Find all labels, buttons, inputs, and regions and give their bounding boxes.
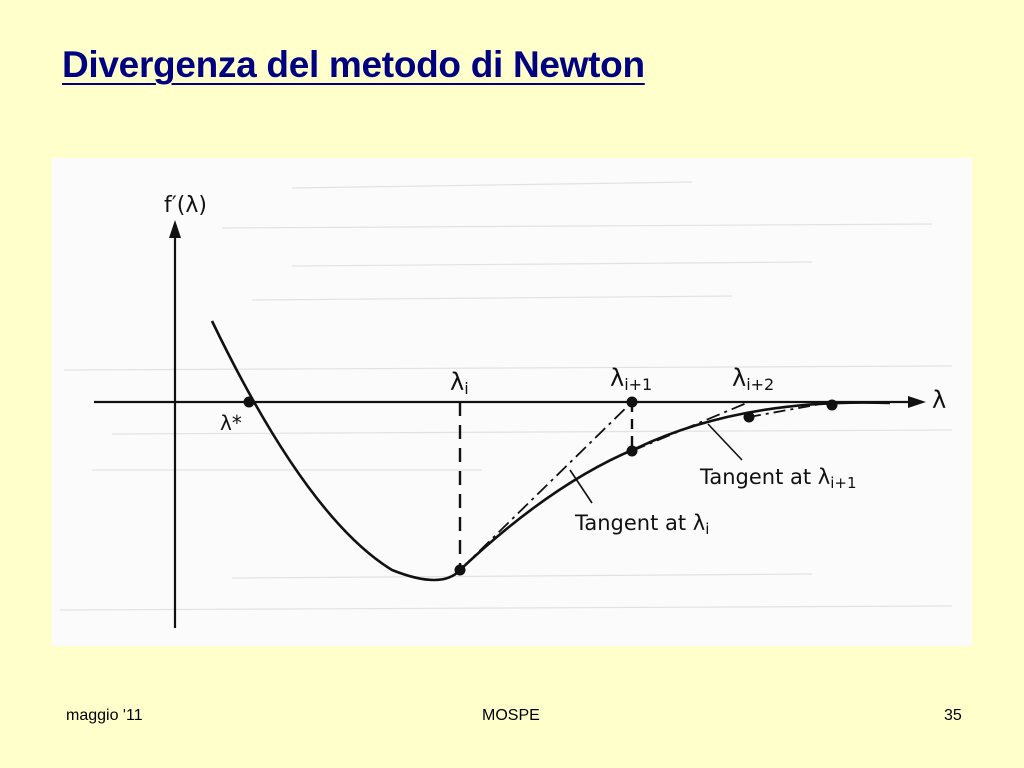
- function-curve: [212, 321, 890, 580]
- y-axis-arrowhead: [169, 220, 181, 238]
- figure-svg: [52, 158, 972, 646]
- tangent-line-lambda-i1: [632, 402, 749, 451]
- label-lambda-i1-base: λ: [610, 364, 625, 392]
- tangent-label-lambda-i1-text: Tangent at λ: [700, 465, 831, 489]
- footer-course: MOSPE: [482, 707, 540, 724]
- label-lambda-i-sub: i: [464, 379, 469, 398]
- footer-page-number: 35: [944, 707, 962, 724]
- label-lambda-i2: [732, 364, 774, 394]
- label-lambda-i: [450, 368, 469, 398]
- newton-divergence-figure: [52, 158, 972, 646]
- point-lambda-i3-on-axis: [827, 400, 838, 411]
- tangent-label-lambda-i-sub: i: [705, 520, 710, 538]
- root-point: [244, 397, 255, 408]
- point-lambda-i1-on-axis: [627, 397, 638, 408]
- x-axis-label: λ: [932, 386, 947, 414]
- tangent-label-lambda-i-text: Tangent at λ: [575, 511, 706, 535]
- tangent-label-lambda-i1: [699, 465, 857, 492]
- x-axis-arrowhead: [908, 396, 926, 408]
- label-lambda-i1: [610, 364, 652, 394]
- y-axis-label: f′(λ): [164, 193, 207, 218]
- tangent-line-lambda-i: [460, 402, 632, 570]
- label-lambda-i1-sub: i+1: [624, 375, 653, 394]
- tangent-label-lambda-i: [574, 511, 709, 538]
- slide-title: Divergenza del metodo di Newton: [62, 44, 645, 85]
- label-lambda-i-base: λ: [450, 368, 465, 396]
- footer-date: maggio '11: [66, 707, 143, 724]
- point-lambda-i1-on-curve: [627, 446, 638, 457]
- scan-texture: [60, 182, 952, 610]
- label-lambda-i2-sub: i+2: [746, 375, 775, 394]
- point-lambda-i-on-curve: [455, 565, 466, 576]
- point-lambda-i2-on-curve: [744, 412, 755, 423]
- tangent-i1-leader: [708, 424, 742, 460]
- label-lambda-i2-base: λ: [732, 364, 747, 392]
- tangent-label-lambda-i1-sub: i+1: [830, 474, 857, 492]
- root-label: λ*: [220, 411, 242, 435]
